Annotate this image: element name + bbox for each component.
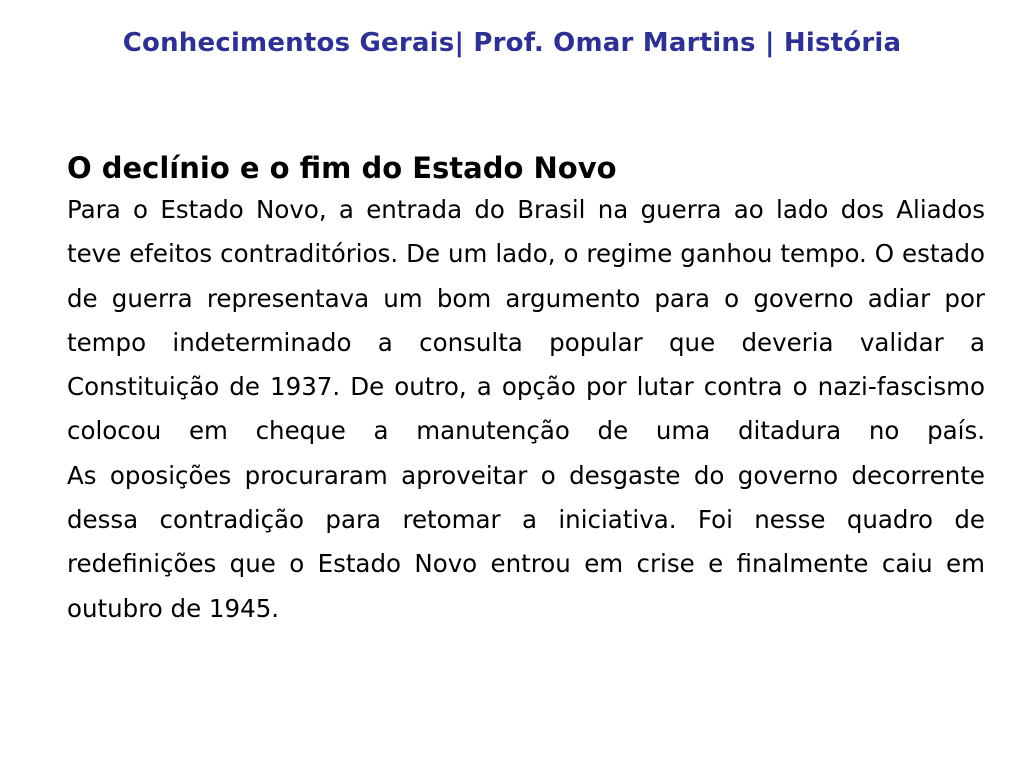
slide-content [67, 148, 985, 631]
body-paragraph-2: As oposições procuraram aproveitar o desgaste do governo decorrente dessa contradição para retomar a iniciativa. Foi nesse quadro de redefinições que o Estado Novo entrou em crise e finalmente caiu em outubro de 1945. [67, 460, 985, 623]
body-paragraph-1: Para o Estado Novo, a entrada do Brasil na guerra ao lado dos Aliados teve efeitos contraditórios. De um lado, o regime ganhou tempo. O estado de guerra representava um bom argumento para o governo adiar por tempo indeterminado a consulta popular que deveria validar a Constituição de 1937. De outro, a opção por lutar contra o nazi-fascismo colocou em cheque a manutenção de uma ditadura no país. [67, 195, 985, 446]
section-title: O declínio e o fim do Estado Novo [67, 151, 617, 185]
slide-header: Conhecimentos Gerais| Prof. Omar Martins | História [122, 28, 902, 58]
